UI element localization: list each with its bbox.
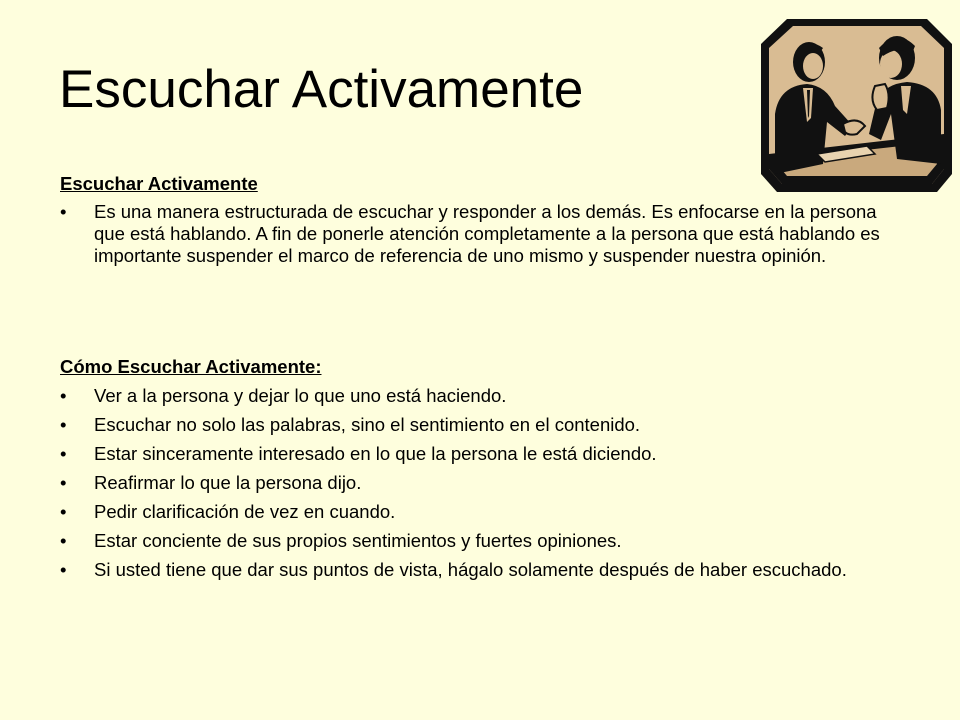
bullet-icon: • (60, 501, 67, 522)
bullet-item (60, 559, 910, 581)
bullet-item (60, 530, 910, 552)
bullet-item (60, 414, 910, 436)
bullet-item (60, 501, 910, 523)
bullet-icon: • (60, 201, 67, 222)
bullet-icon: • (60, 414, 67, 435)
bullet-text: Estar conciente de sus propios sentimientos y fuertes opiniones. (94, 530, 622, 551)
bullet-item (60, 443, 910, 465)
bullet-list (60, 201, 910, 267)
bullet-text: Ver a la persona y dejar lo que uno está haciendo. (94, 385, 507, 406)
bullet-text: Escuchar no solo las palabras, sino el sentimiento en el contenido. (94, 414, 641, 435)
bullet-text: Pedir clarificación de vez en cuando. (94, 501, 396, 522)
bullet-icon: • (60, 559, 67, 580)
bullet-icon: • (60, 443, 67, 464)
slide-title: Escuchar Activamente (59, 60, 584, 119)
bullet-text: Estar sinceramente interesado en lo que la persona le está diciendo. (94, 443, 657, 464)
bullet-icon: • (60, 472, 67, 493)
bullet-item (60, 472, 910, 494)
bullet-item (60, 385, 910, 407)
section-heading: Cómo Escuchar Activamente: (60, 356, 322, 377)
section-heading: Escuchar Activamente (60, 173, 258, 194)
section-como-escuchar (60, 355, 910, 588)
section-escuchar-activamente (60, 172, 910, 274)
bullet-icon: • (60, 530, 67, 551)
bullet-icon: • (60, 385, 67, 406)
bullet-text: Si usted tiene que dar sus puntos de vista, hágalo solamente después de haber escuchado. (94, 559, 847, 580)
bullet-text: Es una manera estructurada de escuchar y responder a los demás. Es enfocarse en la persona que está hablando. A fin de ponerle atención completamente a la persona que está hablando es importante suspender el marco de referencia de uno mismo y suspender nuestra opinión. (94, 201, 880, 266)
bullet-item (60, 201, 910, 267)
bullet-text: Reafirmar lo que la persona dijo. (94, 472, 362, 493)
two-businessmen-conversation-icon (757, 14, 957, 196)
bullet-list (60, 385, 910, 581)
